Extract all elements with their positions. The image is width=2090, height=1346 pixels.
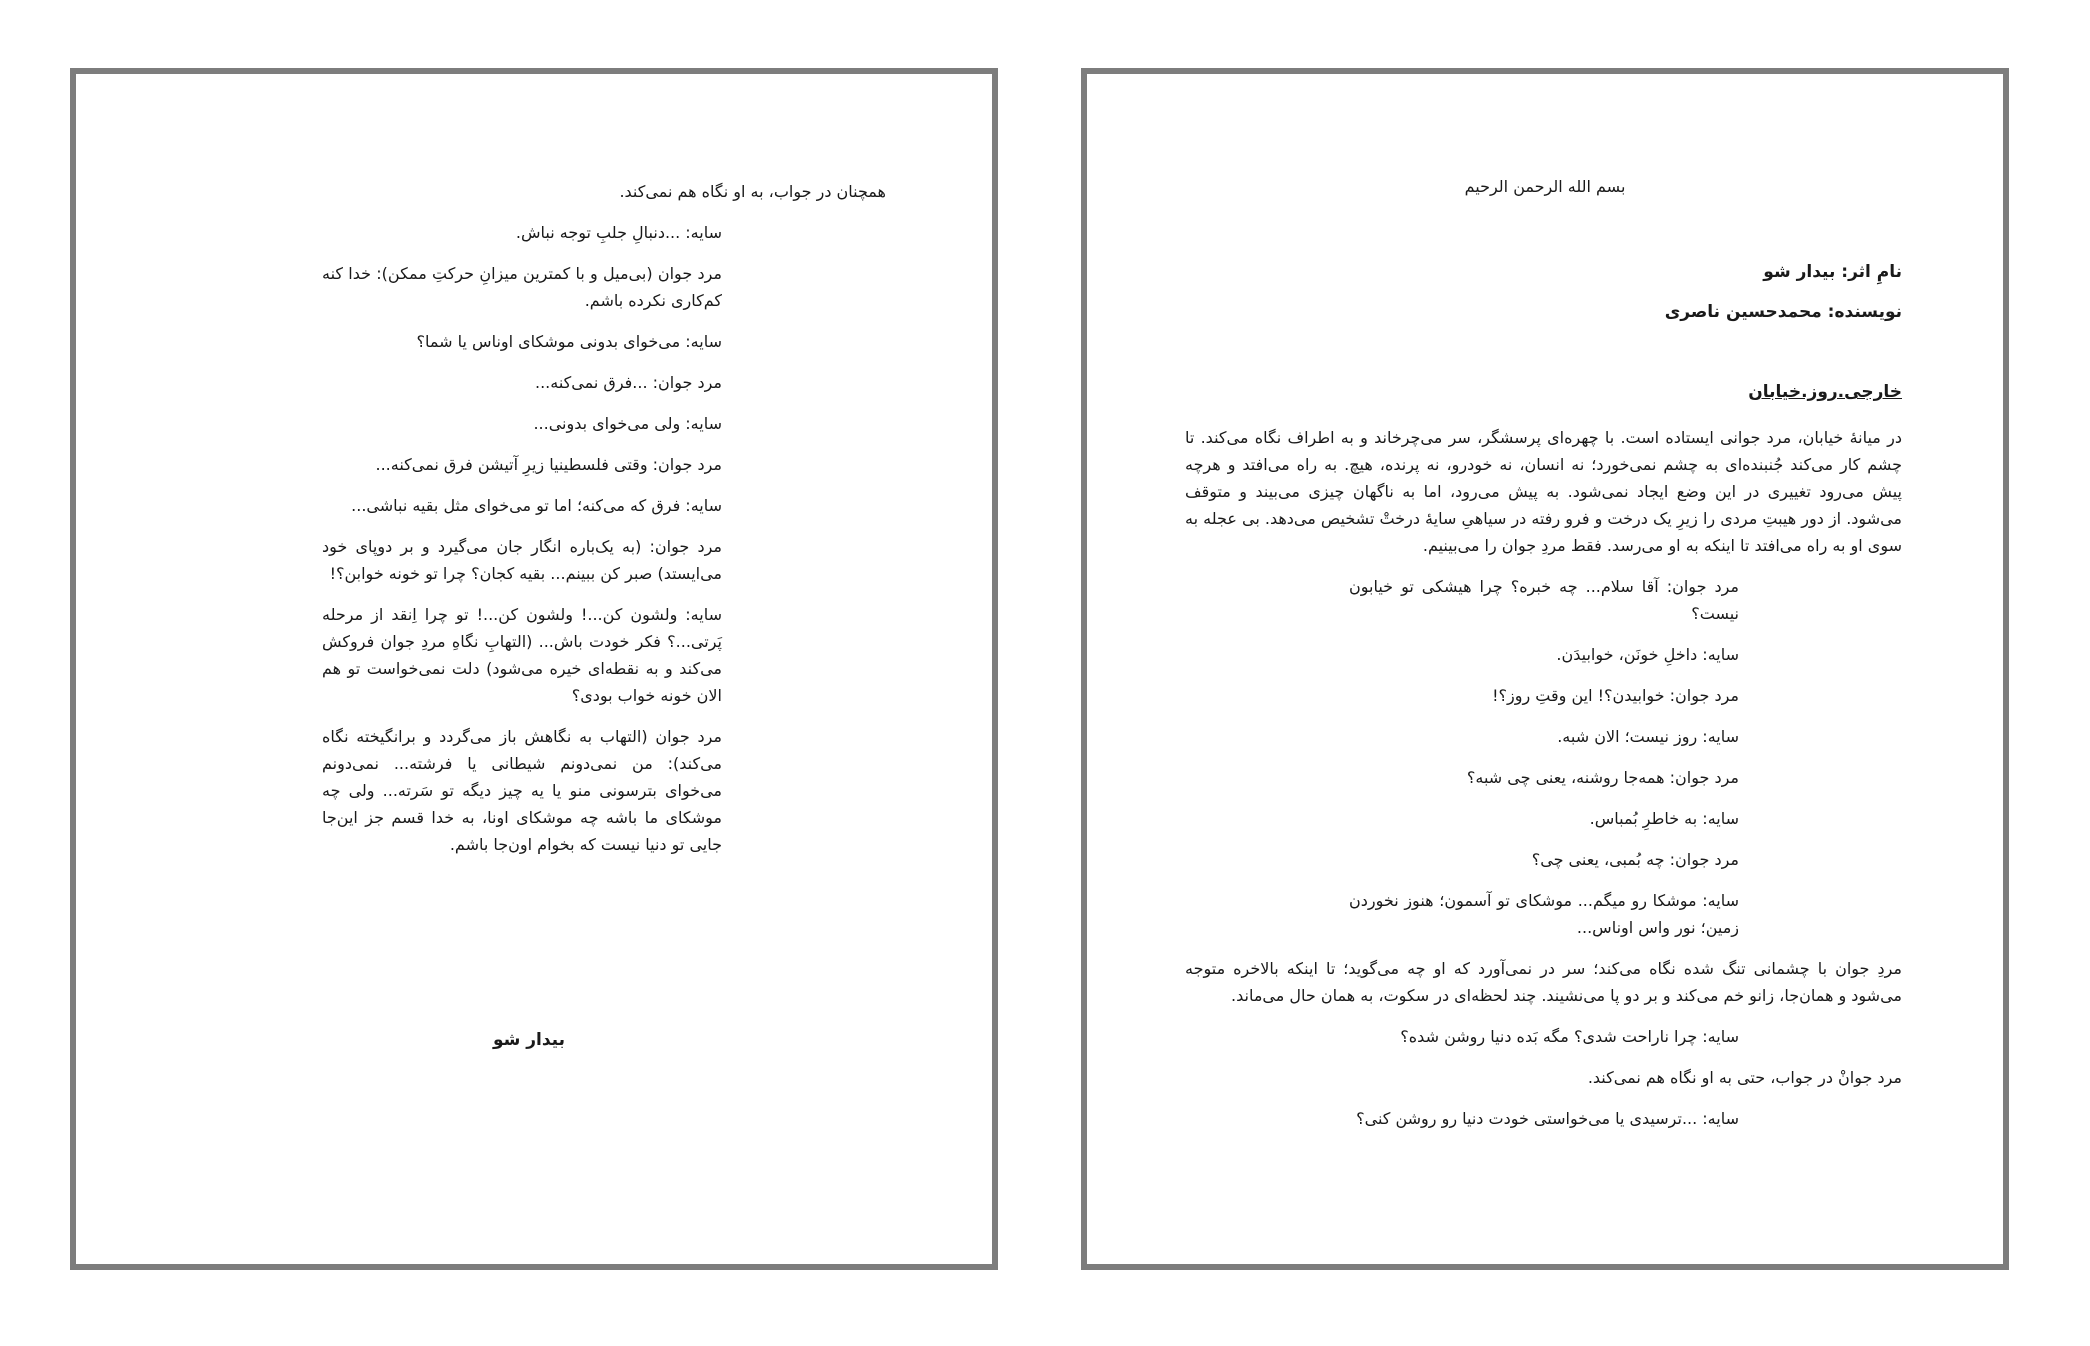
dialog-line: مرد جوان: (به یک‌باره انگار جان می‌گیرد و بر دوپای خود می‌ایستد) صبر کن ببینم... بقیه کجان؟ چرا تو خونه خوابن؟!	[322, 537, 722, 583]
action-paragraph: مردِ جوان با چشمانی تنگ شده نگاه می‌کند؛ سر در نمی‌آورد که او چه می‌گوید؛ تا اینکه بالاخره متوجه می‌شود و همان‌جا، زانو خم می‌کند و بر دو پا می‌نشیند. چند لحظه‌ای در سکوت، به همان حال می‌ماند.	[1185, 959, 1902, 1005]
dialog-line: سایه: ...دنبالِ جلبِ توجه نباش.	[515, 223, 722, 242]
scene-heading: خارجی.روز.خیابان	[1748, 382, 1902, 402]
dialog-line: سایه: روز نیست؛ الان شبه.	[1557, 727, 1739, 746]
dialog-line: سایه: موشکا رو میگم... موشکای تو آسمون؛ هنوز نخوردن زمین؛ نور واس اوناس...	[1349, 891, 1739, 937]
document-page-1	[1081, 68, 2009, 1270]
dialog-line: سایه: به خاطرِ بُمباس.	[1589, 809, 1739, 828]
dialog-line: مرد جوان: ...فرق نمی‌کنه...	[535, 373, 722, 392]
dialog-line: سایه: داخلِ خونَن، خوابیدَن.	[1556, 645, 1739, 664]
basmala-header: بسم الله الرحمن الرحیم	[1464, 177, 1626, 196]
dialog-line: مرد جوان: چه بُمبی، یعنی چی؟	[1531, 850, 1739, 869]
action-paragraph: مرد جوانْ در جواب، حتی به او نگاه هم نمی‌کند.	[1587, 1068, 1902, 1087]
action-paragraph: در میانهٔ خیابان، مرد جوانی ایستاده است. با چهره‌ای پرسشگر، سر می‌چرخاند و به اطراف نگاه می‌کند. تا چشم کار می‌کند جُنبنده‌ای به چشم نمی‌خورد؛ نه انسان، نه خودرو، نه پرنده، هیچ. به راه می‌افتد و هرچه پیش می‌رود تغییری در این وضع ایجاد نمی‌شود. به پیش می‌رود، اما به ناگهان چیزی می‌بیند و متوقف می‌شود. از دور هیبتِ مردی را زیرِ یک درخت و فرو رفته در سیاهیِ سایهٔ درختْ تشخیص می‌دهد. بی عجله به سوی او به راه می‌افتد تا اینکه به او می‌رسد. فقط مردِ جوان را می‌بینیم.	[1185, 428, 1902, 555]
author-line: نویسنده: محمدحسین ناصری	[1664, 302, 1902, 322]
dialog-line: مرد جوان: وقتی فلسطینیا زیرِ آتیشن فرق نمی‌کنه...	[375, 455, 722, 474]
dialog-line: مرد جوان: خوابیدن؟! این وقتِ روز؟!	[1492, 686, 1739, 705]
page-2-body	[322, 178, 886, 872]
dialog-line: سایه: فرق که می‌کنه؛ اما تو می‌خوای مثل بقیه نباشی...	[351, 496, 722, 515]
action-line: همچنان در جواب، به او نگاه هم نمی‌کند.	[619, 182, 886, 201]
page-footer-title: بیدار شو	[492, 1030, 565, 1050]
dialog-line: سایه: ولشون کن...! ولشون کن...! تو چرا اِنقد از مرحله پَرتی...؟ فکر خودت باش... (التهابِ نگاهِ مردِ جوان فروکش می‌کند و به نقطه‌ای خیره می‌شود) دلت نمی‌خواست تو هم الان خونه خواب بودی؟	[322, 605, 722, 705]
dialog-line: مرد جوان (بی‌میل و با کمترین میزانِ حرکتِ ممکن): خدا کنه کم‌کاری نکرده باشم.	[322, 264, 722, 310]
page-1-body	[1185, 424, 1902, 1146]
dialog-line: سایه: می‌خوای بدونی موشکای اوناس یا شما؟	[416, 332, 722, 351]
dialog-line: سایه: ...ترسیدی یا می‌خواستی خودت دنیا رو روشن کنی؟	[1356, 1109, 1739, 1128]
dialog-line: سایه: ولی می‌خوای بدونی...	[533, 414, 722, 433]
dialog-line: مرد جوان: آقا سلام... چه خبره؟ چرا هیشکی تو خیابون نیست؟	[1349, 577, 1739, 623]
dialog-line: مرد جوان (التهاب به نگاهش باز می‌گردد و برانگیخته نگاه می‌کند): من نمی‌دونم شیطانی یا فرشته... نمی‌دونم می‌خوای بترسونی منو یا یه چیز دیگه تو سَرته... ولی چه موشکای ما باشه چه موشکای اونا، به خدا قسم جز این‌جا جایی تو دنیا نیست که بخوام اون‌جا باشم.	[322, 727, 722, 854]
dialog-line: مرد جوان: همه‌جا روشنه، یعنی چی شبه؟	[1466, 768, 1739, 787]
dialog-line: سایه: چرا ناراحت شدی؟ مگه بَده دنیا روشن شده؟	[1400, 1027, 1739, 1046]
document-page-2	[70, 68, 998, 1270]
work-title: نامِ اثر: بیدار شو	[1763, 262, 1902, 282]
